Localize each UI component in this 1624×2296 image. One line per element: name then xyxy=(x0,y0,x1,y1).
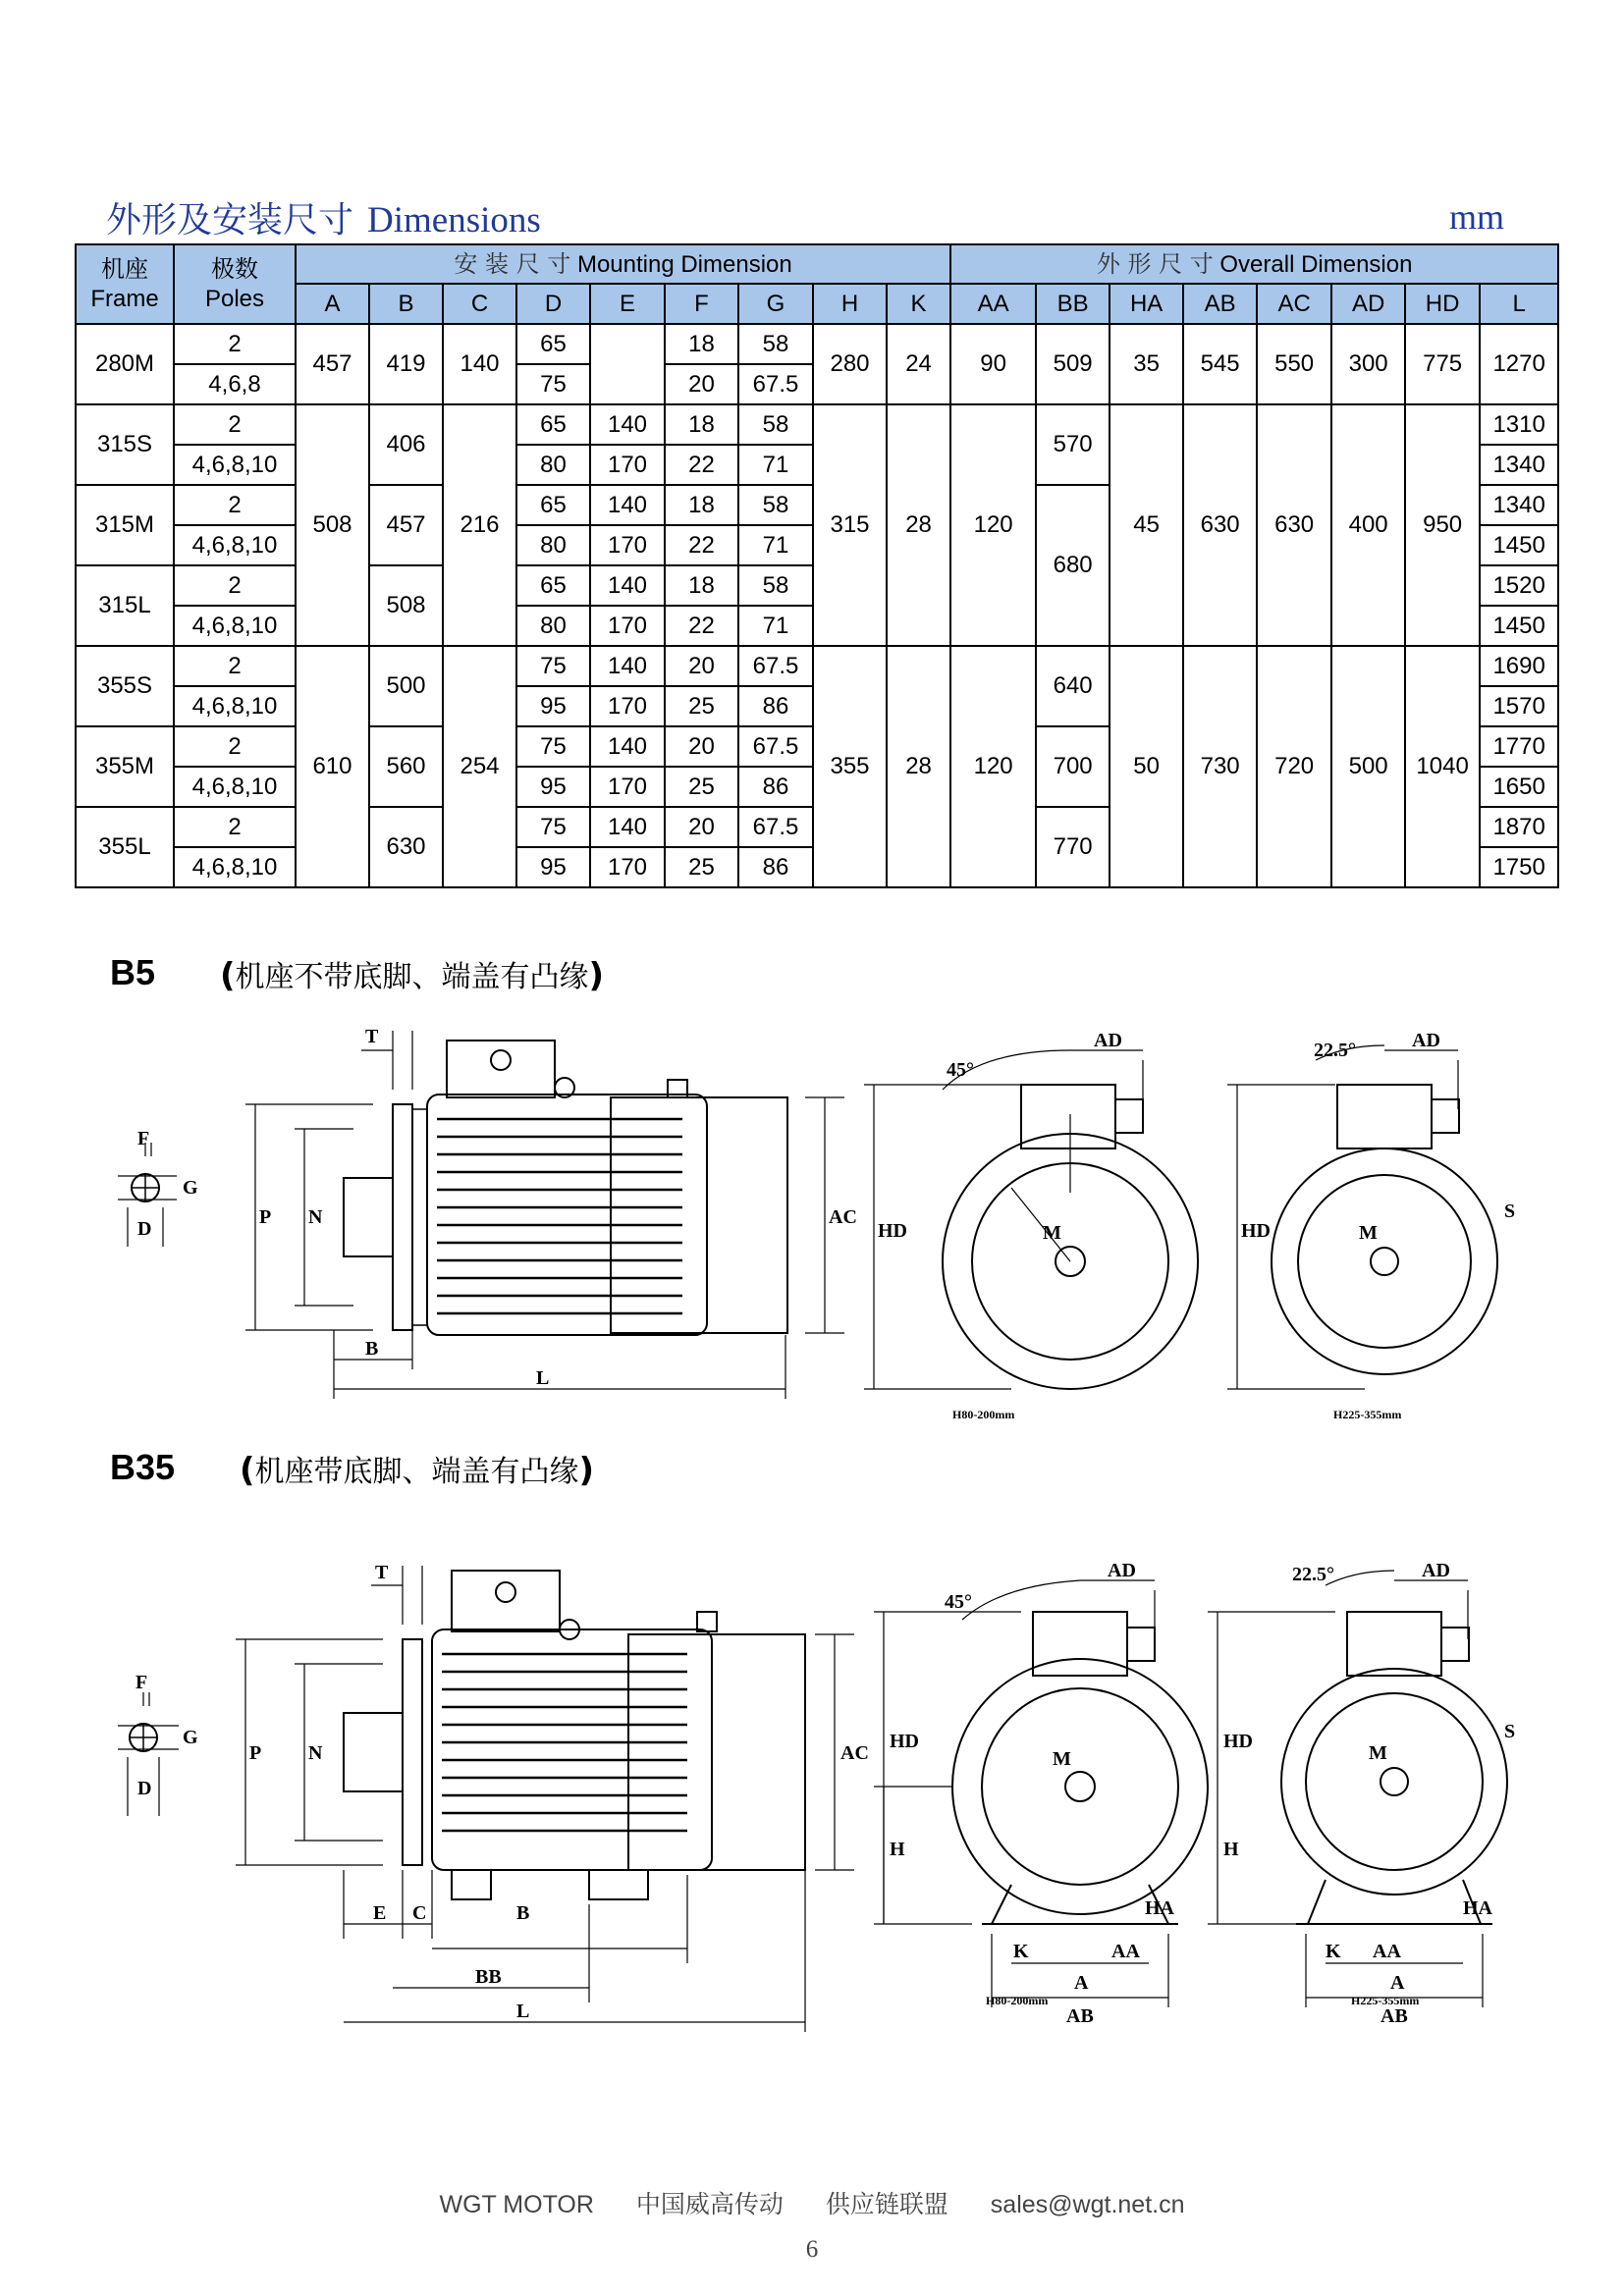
label-B: B xyxy=(365,1338,379,1360)
label-AD-b: AD xyxy=(1422,1560,1450,1581)
cell-E: 140 xyxy=(590,404,665,445)
cell-D: 75 xyxy=(516,726,590,767)
cell-D: 95 xyxy=(516,847,590,887)
cell-F: 18 xyxy=(665,404,738,445)
section-heading xyxy=(106,192,541,242)
cell-G: 58 xyxy=(738,485,813,525)
col-header: C xyxy=(443,284,516,324)
col-header: AD xyxy=(1331,284,1405,324)
col-header: A xyxy=(296,284,369,324)
cell-F: 25 xyxy=(665,686,738,726)
cell-G: 71 xyxy=(738,525,813,565)
cell-A: 508 xyxy=(296,404,369,646)
frame-cell: 280M xyxy=(76,324,174,404)
col-header: AC xyxy=(1257,284,1331,324)
poles-cell: 4,6,8,10 xyxy=(174,847,296,887)
cell-L: 1750 xyxy=(1480,847,1558,887)
header-row-columns xyxy=(76,284,1558,324)
b35-description: (机座带底脚、端盖有凸缘) xyxy=(240,1451,595,1490)
fan-cover-outline xyxy=(611,1097,787,1333)
cell-AC: 550 xyxy=(1257,324,1331,404)
label-HD: HD xyxy=(878,1220,907,1242)
cell-AB: 730 xyxy=(1183,646,1257,887)
cell-G: 86 xyxy=(738,847,813,887)
poles-cell: 2 xyxy=(174,324,296,364)
col-header: H xyxy=(813,284,887,324)
col-header: HA xyxy=(1110,284,1183,324)
cell-B: 457 xyxy=(369,485,443,565)
cell-F: 25 xyxy=(665,847,738,887)
cell-D: 65 xyxy=(516,404,590,445)
col-header: HD xyxy=(1405,284,1480,324)
cell-L: 1520 xyxy=(1480,565,1558,606)
label-HD-b: HD xyxy=(1241,1220,1271,1242)
label-S: S xyxy=(1504,1201,1516,1222)
cell-A: 610 xyxy=(296,646,369,887)
label-F: F xyxy=(137,1128,150,1149)
label-T: T xyxy=(375,1562,389,1583)
b35-title: B35 xyxy=(110,1447,176,1487)
cell-C: 254 xyxy=(443,646,516,887)
label-AB-b: AB xyxy=(1380,2005,1408,2027)
cell-E: 170 xyxy=(590,606,665,646)
cell-E: 140 xyxy=(590,565,665,606)
label-S: S xyxy=(1504,1721,1516,1742)
poles-cell: 4,6,8,10 xyxy=(174,686,296,726)
end-view-outer xyxy=(952,1659,1208,1914)
cell-D: 75 xyxy=(516,807,590,847)
label-K: K xyxy=(1013,1941,1029,1962)
label-AD-b: AD xyxy=(1412,1030,1440,1051)
motor-body-outline xyxy=(427,1095,707,1335)
frame-cell: 355M xyxy=(76,726,174,807)
cell-G: 71 xyxy=(738,445,813,485)
cell-E: 140 xyxy=(590,485,665,525)
cell-G: 58 xyxy=(738,565,813,606)
frame-cell: 315M xyxy=(76,485,174,565)
cell-C: 216 xyxy=(443,404,516,646)
col-header: B xyxy=(369,284,443,324)
base-feet xyxy=(992,1885,1168,1924)
overall-dimension-header: 外 形 尺 寸 Overall Dimension xyxy=(950,244,1558,284)
poles-cell: 2 xyxy=(174,726,296,767)
cell-C: 140 xyxy=(443,324,516,404)
cell-E: 170 xyxy=(590,525,665,565)
cell-AC: 630 xyxy=(1257,404,1331,646)
label-AC: AC xyxy=(829,1206,857,1228)
col-header: F xyxy=(665,284,738,324)
heading-en: Dimensions xyxy=(367,200,541,240)
caption-h225: H225-355mm xyxy=(1333,1408,1402,1421)
table-row xyxy=(76,324,1558,364)
cell-E xyxy=(590,324,665,404)
cell-H: 315 xyxy=(813,404,887,646)
col-header: BB xyxy=(1036,284,1110,324)
label-AA-b: AA xyxy=(1373,1941,1401,1962)
cell-L: 1310 xyxy=(1480,404,1558,445)
cell-F: 22 xyxy=(665,445,738,485)
cell-AD: 300 xyxy=(1331,324,1405,404)
cell-B: 419 xyxy=(369,324,443,404)
col-header: G xyxy=(738,284,813,324)
frame-header: 机座 Frame xyxy=(76,244,174,324)
b35-drawing xyxy=(79,1502,1532,2032)
label-AB: AB xyxy=(1066,2005,1094,2027)
cell-L: 1270 xyxy=(1480,324,1558,404)
label-F: F xyxy=(135,1672,148,1693)
cell-G: 67.5 xyxy=(738,807,813,847)
poles-cell: 2 xyxy=(174,565,296,606)
label-P: P xyxy=(249,1742,262,1764)
cell-D: 65 xyxy=(516,485,590,525)
cell-HD: 950 xyxy=(1405,404,1480,646)
col-header: K xyxy=(887,284,950,324)
poles-cell: 4,6,8,10 xyxy=(174,445,296,485)
label-L: L xyxy=(536,1367,550,1389)
mounting-dimension-header: 安 装 尺 寸 Mounting Dimension xyxy=(296,244,950,284)
cell-HD: 775 xyxy=(1405,324,1480,404)
cell-BB: 570 xyxy=(1036,404,1110,485)
terminal-box-front-b xyxy=(1347,1612,1441,1676)
shaft-icon xyxy=(1065,1772,1095,1801)
cell-BB: 640 xyxy=(1036,646,1110,726)
cell-HA: 35 xyxy=(1110,324,1183,404)
col-header: AA xyxy=(950,284,1036,324)
col-header: D xyxy=(516,284,590,324)
cell-AA: 120 xyxy=(950,404,1036,646)
label-M-b: M xyxy=(1359,1222,1378,1244)
cell-G: 58 xyxy=(738,404,813,445)
cell-AB: 630 xyxy=(1183,404,1257,646)
cell-D: 65 xyxy=(516,324,590,364)
footer-email[interactable]: sales@wgt.net.cn xyxy=(990,2191,1185,2218)
cell-F: 20 xyxy=(665,726,738,767)
label-M: M xyxy=(1043,1222,1061,1244)
cell-BB: 700 xyxy=(1036,726,1110,807)
shaft-icon-b xyxy=(1380,1768,1408,1795)
label-D: D xyxy=(137,1218,152,1240)
cell-L: 1570 xyxy=(1480,686,1558,726)
cell-AA: 120 xyxy=(950,646,1036,887)
cell-K: 24 xyxy=(887,324,950,404)
cell-L: 1870 xyxy=(1480,807,1558,847)
cell-L: 1450 xyxy=(1480,525,1558,565)
page-number: 6 xyxy=(805,2236,819,2263)
cell-G: 67.5 xyxy=(738,364,813,404)
cell-L: 1450 xyxy=(1480,606,1558,646)
cell-AD: 500 xyxy=(1331,646,1405,887)
cell-G: 67.5 xyxy=(738,646,813,686)
poles-cell: 4,6,8,10 xyxy=(174,525,296,565)
cell-D: 65 xyxy=(516,565,590,606)
cell-D: 80 xyxy=(516,525,590,565)
cell-F: 18 xyxy=(665,485,738,525)
unit-label: mm xyxy=(1449,197,1505,237)
cell-B: 630 xyxy=(369,807,443,887)
cell-B: 500 xyxy=(369,646,443,726)
table-row xyxy=(76,646,1558,686)
cell-F: 22 xyxy=(665,525,738,565)
cell-E: 140 xyxy=(590,726,665,767)
label-G: G xyxy=(183,1727,198,1748)
frame-cell: 315L xyxy=(76,565,174,646)
poles-cell: 2 xyxy=(174,404,296,445)
cell-B: 508 xyxy=(369,565,443,646)
label-A: A xyxy=(1074,1972,1089,1994)
cell-D: 80 xyxy=(516,606,590,646)
dimensions-table xyxy=(75,243,1559,888)
label-C: C xyxy=(412,1902,427,1924)
cell-L: 1650 xyxy=(1480,767,1558,807)
motor-body-outline xyxy=(432,1629,712,1870)
footer-alliance: 供应链联盟 xyxy=(825,2190,948,2218)
cell-G: 58 xyxy=(738,324,813,364)
cell-HA: 45 xyxy=(1110,404,1183,646)
header-row-group xyxy=(76,244,1558,284)
cell-D: 75 xyxy=(516,646,590,686)
footer-brand: WGT MOTOR xyxy=(439,2191,594,2218)
label-HD-b: HD xyxy=(1223,1731,1253,1752)
fan-cover-outline xyxy=(628,1634,805,1870)
caption-h80: H80-200mm xyxy=(952,1408,1015,1421)
label-B: B xyxy=(516,1902,530,1924)
frame-cell: 355L xyxy=(76,807,174,887)
cell-F: 18 xyxy=(665,324,738,364)
terminal-box-front-b xyxy=(1337,1085,1432,1148)
label-H-b: H xyxy=(1223,1839,1239,1860)
frame-cell: 355S xyxy=(76,646,174,726)
label-BB: BB xyxy=(475,1966,502,1988)
label-K-b: K xyxy=(1326,1941,1341,1962)
label-AD: AD xyxy=(1108,1560,1136,1581)
cell-D: 75 xyxy=(516,364,590,404)
cell-AC: 720 xyxy=(1257,646,1331,887)
label-N: N xyxy=(308,1206,323,1228)
poles-cell: 4,6,8,10 xyxy=(174,606,296,646)
cell-E: 170 xyxy=(590,767,665,807)
caption-h80: H80-200mm xyxy=(986,1994,1049,2007)
cell-AA: 90 xyxy=(950,324,1036,404)
col-header: AB xyxy=(1183,284,1257,324)
b5-drawing xyxy=(98,1021,1532,1433)
cell-BB: 680 xyxy=(1036,485,1110,646)
cell-K: 28 xyxy=(887,404,950,646)
shaft-icon-b xyxy=(1371,1248,1398,1275)
label-L: L xyxy=(516,2001,530,2022)
label-HD: HD xyxy=(890,1731,919,1752)
cell-B: 406 xyxy=(369,404,443,485)
cell-HA: 50 xyxy=(1110,646,1183,887)
label-M-b: M xyxy=(1369,1742,1387,1764)
col-header: L xyxy=(1480,284,1558,324)
cell-G: 67.5 xyxy=(738,726,813,767)
cell-AD: 400 xyxy=(1331,404,1405,646)
cell-F: 18 xyxy=(665,565,738,606)
col-header: E xyxy=(590,284,665,324)
cell-F: 22 xyxy=(665,606,738,646)
cell-B: 560 xyxy=(369,726,443,807)
flange-outline xyxy=(393,1104,412,1330)
cell-E: 170 xyxy=(590,445,665,485)
b5-description: (机座不带底脚、端盖有凸缘) xyxy=(220,956,605,995)
label-AA: AA xyxy=(1111,1941,1140,1962)
page-footer xyxy=(0,2185,1624,2220)
cell-HD: 1040 xyxy=(1405,646,1480,887)
table-row xyxy=(76,404,1558,445)
cell-L: 1690 xyxy=(1480,646,1558,686)
heading-cn: 外形及安装尺寸 xyxy=(106,200,354,240)
cell-F: 20 xyxy=(665,807,738,847)
label-H: H xyxy=(890,1839,905,1860)
label-HA: HA xyxy=(1145,1897,1174,1919)
cell-L: 1340 xyxy=(1480,485,1558,525)
cell-E: 170 xyxy=(590,686,665,726)
label-M: M xyxy=(1053,1748,1071,1770)
label-D: D xyxy=(137,1778,152,1799)
caption-h225: H225-355mm xyxy=(1351,1994,1420,2007)
cell-D: 95 xyxy=(516,767,590,807)
label-HA-b: HA xyxy=(1463,1897,1492,1919)
cell-BB: 770 xyxy=(1036,807,1110,887)
poles-cell: 2 xyxy=(174,485,296,525)
cell-A: 457 xyxy=(296,324,369,404)
poles-cell: 2 xyxy=(174,646,296,686)
cell-H: 280 xyxy=(813,324,887,404)
cell-F: 25 xyxy=(665,767,738,807)
cell-AB: 545 xyxy=(1183,324,1257,404)
cell-E: 140 xyxy=(590,807,665,847)
label-AC: AC xyxy=(840,1742,869,1764)
cell-G: 71 xyxy=(738,606,813,646)
label-angle-45: 45° xyxy=(945,1591,972,1613)
label-P: P xyxy=(259,1206,272,1228)
cell-L: 1340 xyxy=(1480,445,1558,485)
footer-company: 中国威高传动 xyxy=(635,2190,784,2218)
cell-G: 86 xyxy=(738,767,813,807)
label-angle-22: 22.5° xyxy=(1314,1040,1356,1061)
label-angle-45: 45° xyxy=(947,1059,974,1081)
cell-E: 140 xyxy=(590,646,665,686)
label-A-b: A xyxy=(1390,1972,1405,1994)
terminal-box-front xyxy=(1033,1612,1127,1676)
cell-E: 170 xyxy=(590,847,665,887)
cell-H: 355 xyxy=(813,646,887,887)
cell-D: 80 xyxy=(516,445,590,485)
end-view-outer-b xyxy=(1272,1148,1497,1374)
label-E: E xyxy=(373,1902,387,1924)
cell-G: 86 xyxy=(738,686,813,726)
b5-title: B5 xyxy=(110,952,156,992)
cell-F: 20 xyxy=(665,646,738,686)
cell-D: 95 xyxy=(516,686,590,726)
label-T: T xyxy=(365,1026,379,1047)
label-AD: AD xyxy=(1094,1030,1122,1051)
label-angle-22: 22.5° xyxy=(1292,1564,1334,1585)
cell-F: 20 xyxy=(665,364,738,404)
feet-outline xyxy=(452,1870,648,1899)
label-G: G xyxy=(183,1177,198,1199)
poles-header: 极数 Poles xyxy=(174,244,296,324)
end-view-outer-b xyxy=(1281,1669,1507,1895)
cell-K: 28 xyxy=(887,646,950,887)
frame-cell: 315S xyxy=(76,404,174,485)
label-N: N xyxy=(308,1742,323,1764)
base-feet-b xyxy=(1308,1880,1481,1924)
poles-cell: 4,6,8,10 xyxy=(174,767,296,807)
cell-L: 1770 xyxy=(1480,726,1558,767)
cell-BB: 509 xyxy=(1036,324,1110,404)
poles-cell: 2 xyxy=(174,807,296,847)
flange-outline xyxy=(403,1639,422,1865)
poles-cell: 4,6,8 xyxy=(174,364,296,404)
